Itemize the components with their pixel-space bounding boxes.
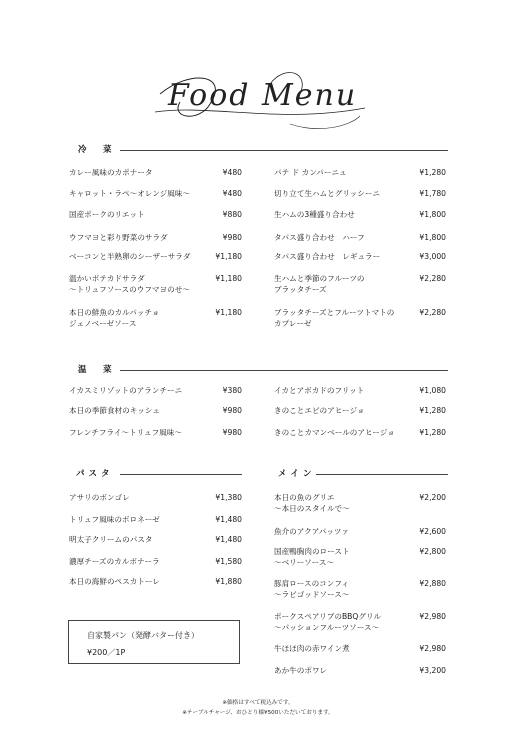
menu-item-name: イカとアボカドのフリット [274,386,365,395]
menu-item-name: トリュフ風味のボロネーゼ [69,515,160,524]
menu-item-name: ～トリュフソースのウフマヨのせ～ [69,285,190,294]
menu-item-price: ¥980 [222,233,242,242]
menu-item-name: タパス盛り合わせ ハーフ [274,233,365,242]
menu-item-name: ブラッタチーズ [274,285,327,294]
section-rule-pasta [120,474,242,475]
menu-item-name: 生ハムと季節のフルーツの [274,274,365,283]
section-heading-warm: 温 菜 [78,365,116,375]
menu-item-price: ¥1,780 [419,189,446,198]
menu-item-price: ¥1,380 [215,493,242,502]
menu-item-price: ¥1,800 [419,233,446,242]
menu-item-price: ¥2,880 [419,579,446,588]
menu-item-name: 本日の季節食材のキッシュ [69,406,160,415]
menu-item-price: ¥2,280 [419,274,446,283]
menu-item-name: ～パッションフルーツソース～ [274,623,380,632]
menu-item-name: キャロット・ラペ～オレンジ風味～ [69,189,190,198]
menu-item-name: カプレーゼ [274,319,312,328]
menu-item-price: ¥1,480 [215,515,242,524]
menu-item-price: ¥880 [222,210,242,219]
menu-item-price: ¥1,880 [215,577,242,586]
menu-item-price: ¥1,280 [419,406,446,415]
menu-item-name: 生ハムの3種盛り合わせ [274,210,355,219]
menu-item-price: ¥2,980 [419,644,446,653]
menu-item-name: 本日の魚のグリエ [274,493,335,502]
section-heading-cold: 冷 菜 [78,145,116,155]
bread-name: 自家製パン（発酵バター付き） [87,631,199,640]
menu-item-price: ¥2,800 [419,547,446,556]
menu-item-name: 本日の鮮魚のカルパッチョ [69,308,160,317]
section-rule-warm [120,370,448,371]
menu-item-price: ¥2,600 [419,527,446,536]
menu-item-name: ～ラビゴッドソース～ [274,590,350,599]
menu-item-price: ¥3,200 [419,666,446,675]
menu-item-name: きのことカマンベールのアヒージョ [274,428,395,437]
menu-item-name: 切り立て生ハムとグリッシーニ [274,189,381,198]
menu-item-price: ¥1,280 [419,428,446,437]
menu-item-price: ¥1,080 [419,386,446,395]
menu-item-name: 国産鴨胸肉のロースト [274,547,350,556]
menu-item-name: きのことエビのアヒージョ [274,406,365,415]
menu-item-name: ～本日のスタイルで～ [274,504,350,513]
menu-item-price: ¥3,000 [419,252,446,261]
menu-item-name: 牛ほほ肉の赤ワイン煮 [274,644,350,653]
menu-item-price: ¥480 [222,189,242,198]
section-rule-cold [120,150,448,151]
menu-item-price: ¥1,180 [215,308,242,317]
menu-item-name: タパス盛り合わせ レギュラー [274,252,381,261]
section-heading-main: メイン [278,469,316,479]
note-tax: ※価格はすべて税込みです。 [222,700,294,706]
menu-item-price: ¥1,180 [215,252,242,261]
menu-item-price: ¥2,200 [419,493,446,502]
menu-item-price: ¥380 [222,386,242,395]
menu-item-name: ベーコンと半熟卵のシーザーサラダ [69,252,191,261]
menu-item-price: ¥2,980 [419,612,446,621]
menu-item-price: ¥980 [222,406,242,415]
menu-item-name: ウフマヨと彩り野菜のサラダ [69,233,168,242]
menu-title: Food Menu [168,78,358,113]
menu-item-name: 豚肩ロースのコンフィ [274,579,349,588]
menu-item-name: 濃厚チーズのカルボナーラ [69,557,160,566]
menu-item-price: ¥1,800 [419,210,446,219]
bread-price: ¥200／1P [87,648,126,657]
menu-item-price: ¥1,180 [215,274,242,283]
menu-item-name: ブラッタチーズとフルーツトマトの [274,308,395,317]
menu-item-price: ¥980 [222,428,242,437]
menu-item-name: ポークスペアリブのBBQグリル [274,612,382,621]
menu-item-name: 国産ポークのリエット [69,210,145,219]
bread-box [68,620,240,664]
section-heading-pasta: パスタ [76,469,114,479]
menu-item-price: ¥1,480 [215,535,242,544]
menu-item-name: アサリのボンゴレ [69,493,130,502]
section-rule-main [316,474,448,475]
menu-item-name: 明太子クリームのパスタ [69,535,153,544]
menu-item-name: ジェノベーゼソース [69,319,137,328]
menu-item-price: ¥1,580 [215,557,242,566]
menu-item-name: フレンチフライ～トリュフ風味～ [69,428,182,437]
menu-item-name: イカスミリゾットのアランチーニ [69,386,183,395]
note-table-charge: ※テーブルチャージ、おひとり様¥500いただいております。 [182,710,334,716]
menu-item-price: ¥1,280 [419,168,446,177]
menu-item-name: ～ベリーソース～ [274,558,335,567]
menu-item-name: 温かいポテカドサラダ [69,274,145,283]
menu-item-name: 本日の海鮮のペスカトーレ [69,577,160,586]
menu-item-name: カレー風味のカポナータ [69,168,153,177]
menu-item-price: ¥2,280 [419,308,446,317]
menu-item-price: ¥480 [222,168,242,177]
menu-item-name: 魚介のアクアパッツァ [274,527,350,536]
menu-item-name: あか牛のポワレ [274,666,328,675]
menu-item-name: パテ ド カンパーニュ [274,168,347,177]
